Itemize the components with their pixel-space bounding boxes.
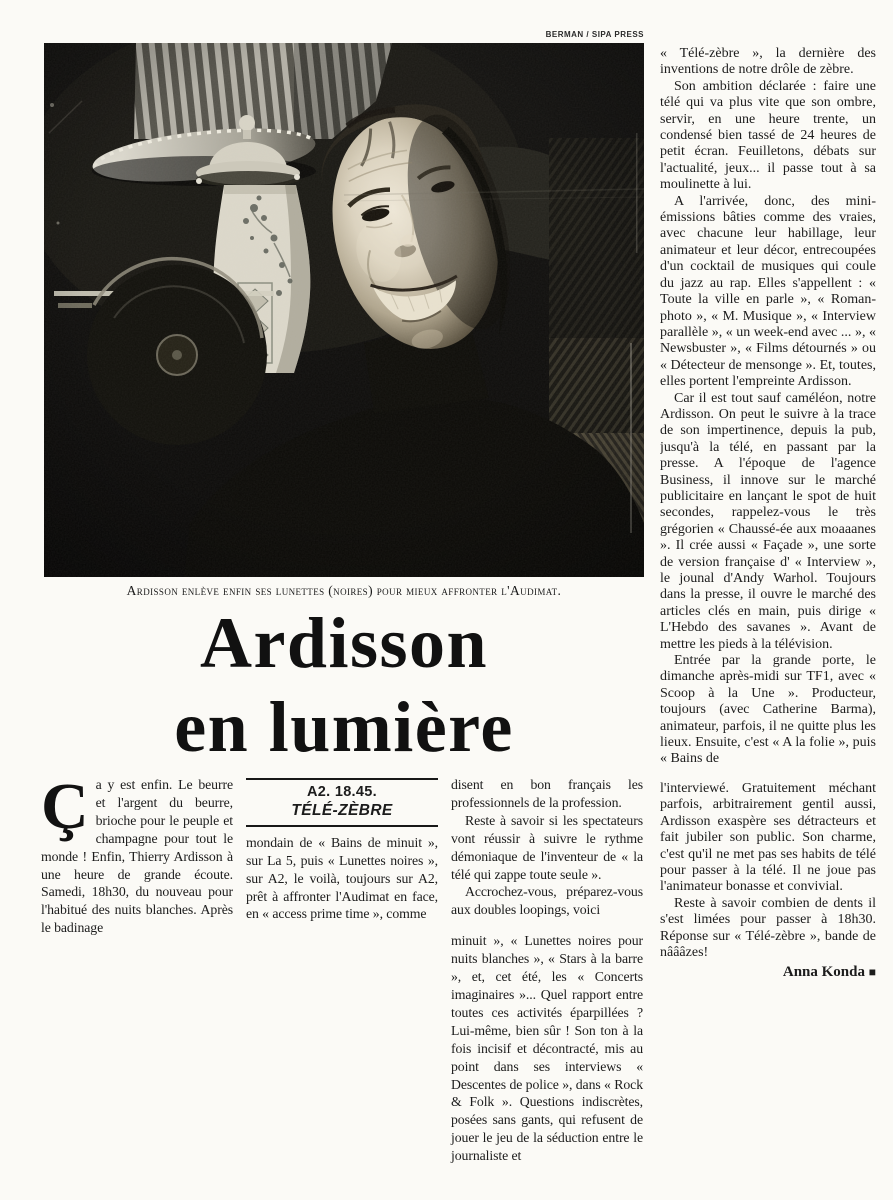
byline-name: Anna Konda	[782, 964, 865, 981]
photo-credit: BERMAN / SIPA PRESS	[545, 30, 644, 39]
paragraph: minuit », « Lunettes noires pour nuits blanches », « Stars à la barre », et, cet été, les « Concerts imaginaires »... Quel rapport entre toutes ces activités éparpillées ? Lui-même, bien sûr ! Son ton à la fois incisif et décontracté, mis au point dans ses interviews « Descentes de police », dans « Rock & Folk ». Questions indiscrètes, posées sans gants, qui refusent de jouer le jeu de la séduction entre le journaliste et	[451, 933, 643, 1164]
program-title: TÉLÉ-ZÈBRE	[291, 801, 393, 819]
paragraph: « Télé-zèbre », la dernière des inventions de notre drôle de zèbre.	[660, 46, 876, 78]
column-left	[41, 776, 233, 1200]
column-third	[451, 776, 643, 1200]
byline	[660, 964, 876, 980]
paragraph: mondain de « Bains de minuit », sur La 5, puis « Lunettes noires », sur A2, le voilà, toujours sur A2, prêt à affronter l'Audimat en face, en « access prime time », comme	[246, 834, 438, 922]
paragraph-text: a y est enfin. Le beurre et l'argent du beurre, brioche pour le peuple et champagne pour tout le monde ! Enfin, Thierry Ardisson à une heure de grande écoute. Samedi, 18h30, du nouveau pour l'habitué des nuits blanches. Après le badinage	[41, 777, 233, 936]
column-middle	[246, 776, 438, 1200]
paragraph: Reste à savoir combien de dents il s'est limées pour passer à 18h30. Réponse sur « Télé-zèbre », bande de nâââzes!	[660, 895, 876, 960]
column-right	[660, 46, 876, 1196]
paragraph: l'interviewé. Gratuitement méchant parfois, arbitrairement gentil aussi, Ardisson exaspère ses détracteurs et fait jubiler son public. Son charme, c'est qu'il ne met pas ses habits de télé pour passer à la télé. Il ne joue pas l'animateur bonasse et convivial.	[660, 780, 876, 895]
program-box	[246, 778, 438, 827]
dropcap: Ç	[41, 776, 89, 843]
paragraph: A l'arrivée, donc, des mini-émissions bâties comme des vraies, avec chacune leur habillage, leur animateur et leur décor, entrecoupées d'un cocktail de musiques qui coule du jazz au rap. Elles s'appellent : « Toute la ville en parle », « Roman-photo », « M. Musique », « Interview parallèle », « un week-end avec ... », « Newsbuster », « Films détournés » ou « Détecteur de mensonge ». Et, toutes, elles portent l'empreinte Ardisson.	[660, 193, 876, 390]
ardisson-photo	[44, 43, 644, 577]
paragraph: Son ambition déclarée : faire une télé qui va plus vite que son ombre, servir, en une heure trente, un condensé bien tassé de 24 heures de petit écran. Feuilletons, débats sur l'actualité, jeux... il passe tout à sa moulinette à lui.	[660, 78, 876, 193]
paragraph: Reste à savoir si les spectateurs vont réussir à suivre le rythme démoniaque de l'inventeur de « la télé qui zappe toute seule ».	[451, 812, 643, 882]
paragraph: disent en bon français les professionnels de la profession.	[451, 777, 643, 810]
program-channel-time: A2. 18.45.	[307, 784, 377, 800]
paragraph: Entrée par la grande porte, le dimanche après-midi sur TF1, avec « Scoop à la Une ». Producteur, toujours (avec Catherine Barma), animateur, parfois, il ne quitte plus les lieux. Ensuite, c'est « A la folie », puis « Bains de	[660, 653, 876, 767]
article-headline	[14, 601, 674, 769]
paragraph	[41, 776, 233, 937]
end-mark-icon: ■	[868, 965, 876, 980]
ardisson-photo-graphic	[44, 43, 644, 577]
headline-line1: Ardisson	[199, 603, 489, 683]
photo-caption: Ardisson enlève enfin ses lunettes (noires) pour mieux affronter l'Audimat.	[126, 583, 562, 598]
paragraph: Accrochez-vous, préparez-vous aux doubles loopings, voici	[451, 884, 643, 918]
headline-line2: en lumière	[174, 687, 514, 767]
article-columns	[41, 776, 644, 1200]
paragraph: Car il est tout sauf caméléon, notre Ardisson. On peut le suivre à la trace de son impertinence, depuis la pub, jusqu'à la télé, en passant par la presse. A l'époque de l'agence Business, il innove sur le marché publicitaire en lançant le spot de huit secondes, rappelez-vous le très grégorien « Chaussé-ée aux moaaanes ». Il crée aussi « Façade », une sorte de version française d' « Interview », le jounal d'Andy Warhol. Toujours dans la presse, il ouvre le marché des articles clés en main, puis dirige « L'Hebdo des savanes ». Avant de mettre les pieds à la télévision.	[660, 390, 876, 652]
